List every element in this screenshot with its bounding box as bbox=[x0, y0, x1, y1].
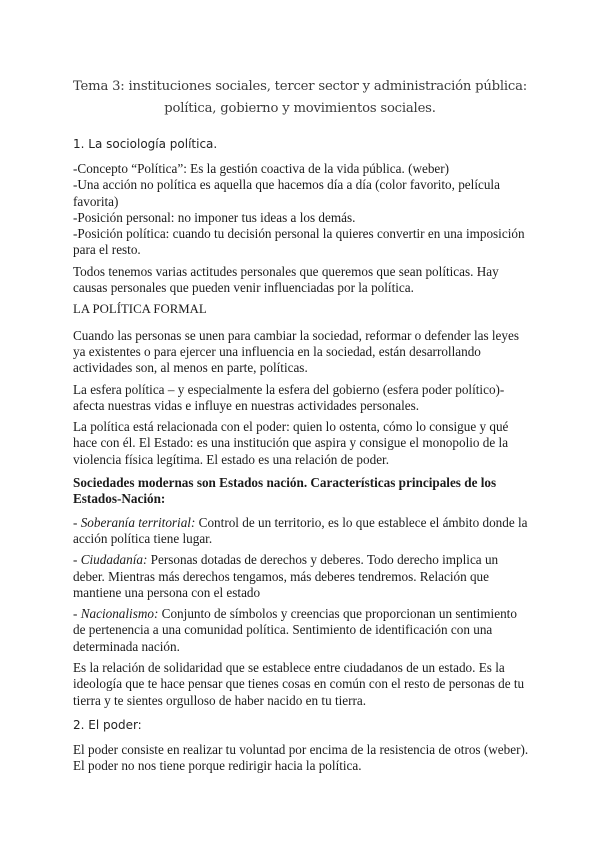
paragraph: La esfera política – y especialmente la esfera del gobierno (esfera poder político)- afecta nuestras vidas e influye en nuestras actividades personales. bbox=[73, 381, 505, 413]
list-item-nacionalismo bbox=[73, 606, 529, 655]
bold-heading-estados-nacion: Sociedades modernas son Estados nación. Características principales de los Estados-Nación: bbox=[73, 475, 497, 507]
paragraph: Es la relación de solidaridad que se establece entre ciudadanos de un estado. Es la ideología que te hace pensar que tienes cosas en común con el resto de personas de tu tierra y te sientes orgulloso de haber nacido en tu tierra. bbox=[73, 660, 525, 708]
paragraph: El poder consiste en realizar tu voluntad por encima de la resistencia de otros (weber). El poder no nos tiene porque redirigir hacia la política. bbox=[73, 741, 529, 774]
list-item: -Concepto “Política”: Es la gestión coactiva de la vida pública. (weber) bbox=[73, 161, 450, 176]
item-dash: - bbox=[73, 514, 81, 530]
paragraph: Todos tenemos varias actitudes personales que queremos que sean políticas. Hay causas personales que pueden venir influenciadas por la política. bbox=[73, 263, 499, 296]
paragraph: La política está relacionada con el poder: quien lo ostenta, cómo lo consigue y qué hace con él. El Estado: es una institución que aspira y consigue el monopolio de la violencia física legítima. El estado es una relación de poder. bbox=[73, 419, 509, 467]
section-heading-poder: 2. El poder: bbox=[73, 717, 142, 732]
item-text: Personas dotadas de derechos y deberes. Todo derecho implica un deber. Mientras más derechos tengamos, más deberes tendremos. Relación que mantiene una persona con el estado bbox=[73, 552, 499, 600]
list-item: -Posición personal: no imponer tus ideas a los demás. bbox=[73, 209, 356, 225]
document-title: Tema 3: instituciones sociales, tercer sector y administración pública: política, gobierno y movimientos sociales. bbox=[72, 79, 528, 116]
concept-list bbox=[73, 161, 529, 259]
list-item: -Una acción no política es aquella que hacemos día a día (color favorito, película favorita) bbox=[73, 177, 500, 209]
item-term: Nacionalismo: bbox=[80, 606, 159, 622]
list-item: -Posición política: cuando tu decisión personal la quieres convertir en una imposición para el resto. bbox=[73, 226, 525, 258]
item-dash: - bbox=[73, 606, 81, 622]
item-dash: - bbox=[73, 552, 81, 568]
item-text: Control de un territorio, es lo que establece el ámbito donde la acción política tiene lugar. bbox=[73, 514, 528, 546]
item-term: Soberanía territorial: bbox=[80, 514, 196, 530]
document-body bbox=[73, 136, 529, 780]
list-item-ciudadania bbox=[73, 552, 529, 601]
paragraph: Cuando las personas se unen para cambiar la sociedad, reformar o defender las leyes ya existentes o para ejercer una influencia en la sociedad, están desarrollando actividades son, al menos en parte, políticas. bbox=[73, 327, 519, 376]
item-text: Conjunto de símbolos y creencias que proporcionan un sentimiento de pertenencia a una comunidad política. Sentimiento de identificación con una determinada nación. bbox=[73, 606, 517, 654]
subheading-politica-formal: LA POLÍTICA FORMAL bbox=[73, 302, 207, 317]
item-term: Ciudadanía: bbox=[80, 552, 148, 568]
list-item-soberania bbox=[73, 515, 529, 548]
section-heading-sociologia: 1. La sociología política. bbox=[73, 137, 218, 151]
